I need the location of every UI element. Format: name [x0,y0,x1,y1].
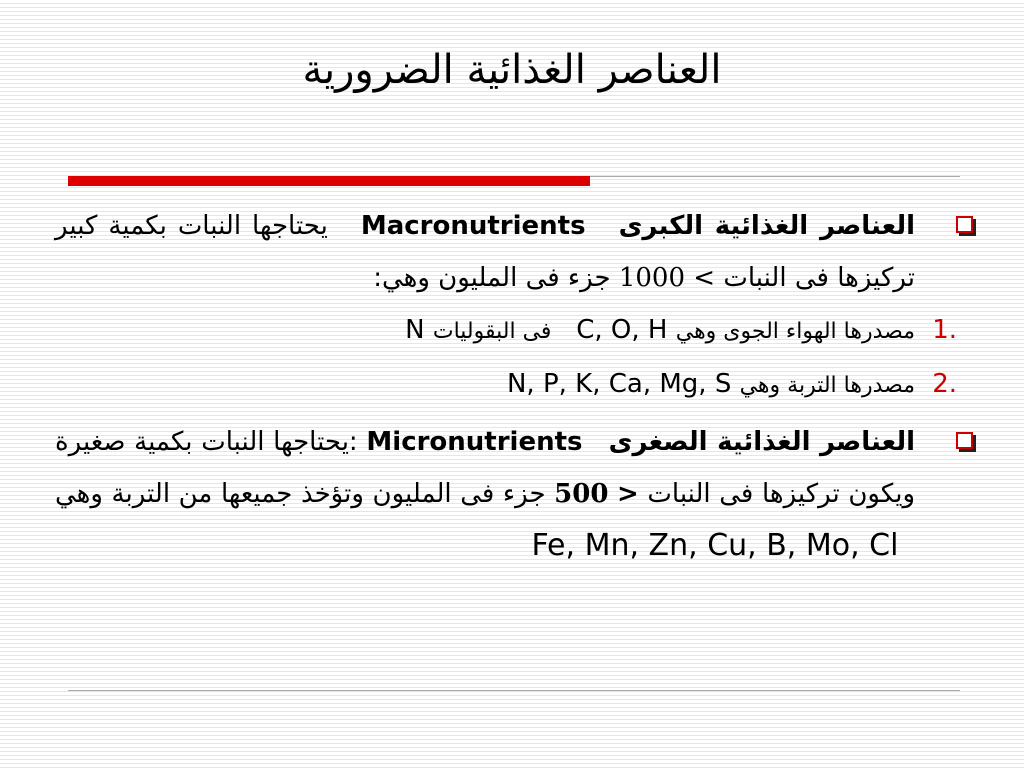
micro-text-2: جزء فى المليون وتؤخذ جميعها من التربة وهي [55,479,546,509]
macro-number: 1000 [618,263,686,293]
micro-number: 500 [554,479,609,509]
list-item [55,358,957,412]
micro-heading-en: Micronutrients [366,427,583,457]
micro-lt-symbol: < [617,479,639,509]
legumes-text: فى البقوليات [432,319,552,344]
slide-content [55,200,957,573]
square-bullet-icon [956,216,973,233]
title-underline-gray [590,176,960,177]
source-text: مصدرها الهواء الجوى وهي [675,319,915,344]
macro-text-2: جزء فى المليون وهي: [373,263,611,293]
slide-title: العناصر الغذائية الضرورية [302,47,722,93]
micro-elements: Fe, Mn, Zn, Cu, B, Mo, Cl [531,528,899,563]
source-text: مصدرها التربة وهي [739,373,915,398]
micro-heading-ar: العناصر الغذائية الصغرى [608,427,916,457]
nitrogen-element: N [405,315,425,345]
macro-heading-en: Macronutrients [360,211,586,241]
macro-sources-list [55,304,957,412]
macronutrients-bullet [55,200,915,304]
elements-list: C, O, H [576,315,668,345]
macro-gt-symbol: > [693,263,716,293]
list-number: 2. [932,369,957,399]
macro-text-1: يحتاجها النبات بكمية كبير تركيزها فى النبات [55,211,915,293]
bottom-divider [68,690,960,691]
micronutrients-bullet [55,416,915,573]
list-item [55,304,957,358]
title-underline-red [68,176,590,186]
elements-list: N, P, K, Ca, Mg, S [506,369,732,399]
list-number: 1. [932,315,957,345]
micro-text-1: :يحتاجها النبات بكمية صغيرة ويكون تركيزها فى النبات [55,427,915,509]
macro-heading-ar: العناصر الغذائية الكبرى [618,211,916,241]
square-bullet-icon [956,432,973,449]
